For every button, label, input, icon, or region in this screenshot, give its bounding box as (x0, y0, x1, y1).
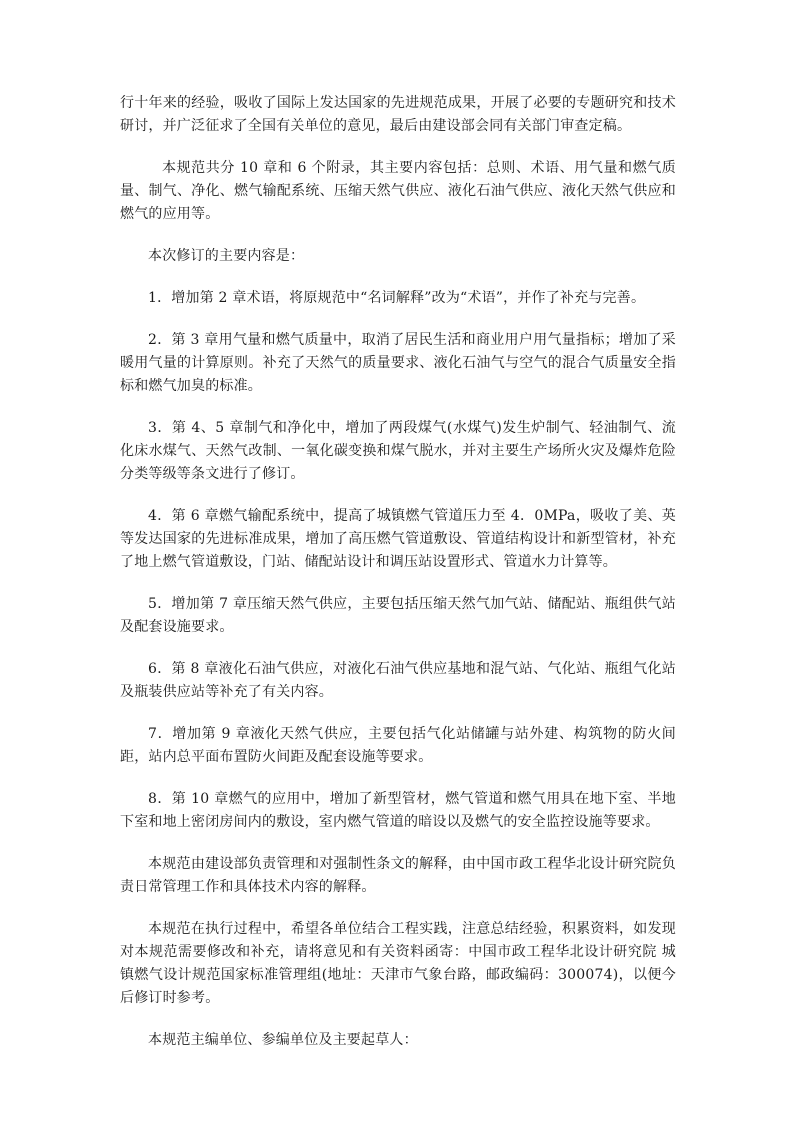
paragraph-feedback: 本规范在执行过程中，希望各单位结合工程实践，注意总结经验，积累资料，如发现对本规范需要修改和补充，请将意见和有关资料函寄：中国市政工程华北设计研究院 城镇燃气设计规范国家标准管理组(地址：天津市气象台路，邮政编码：300074)，以便今后修订时参考。 (120, 921, 676, 1006)
document-body (120, 92, 676, 1071)
paragraph-item-2: 2．第 3 章用气量和燃气质量中，取消了居民生活和商业用户用气量指标；增加了采暖用气量的计算原则。补充了天然气的质量要求、液化石油气与空气的混合气质量安全指标和燃气加臭的标准。 (120, 332, 676, 394)
paragraph-item-3: 3．第 4、5 章制气和净化中，增加了两段煤气(水煤气)发生炉制气、轻油制气、流化床水煤气、天然气改制、一氧化碳变换和煤气脱水，并对主要生产场所火灾及爆炸危险分类等级等条文进行了修订。 (120, 420, 676, 482)
paragraph-item-7: 7．增加第 9 章液化天然气供应，主要包括气化站储罐与站外建、构筑物的防火间距，站内总平面布置防火间距及配套设施等要求。 (120, 726, 676, 765)
paragraph-item-1: 1．增加第 2 章术语，将原规范中“名词解释”改为“术语”，并作了补充与完善。 (148, 290, 646, 306)
paragraph-scope: 本规范共分 10 章和 6 个附录，其主要内容包括：总则、术语、用气量和燃气质量、制气、净化、燃气输配系统、压缩天然气供应、液化石油气供应、液化天然气供应和燃气的应用等。 (120, 160, 676, 222)
paragraph-revision-intro: 本次修订的主要内容是： (148, 248, 305, 264)
paragraph-item-4: 4．第 6 章燃气输配系统中，提高了城镇燃气管道压力至 4．0MPa，吸收了美、英等发达国家的先进标准成果，增加了高压燃气管道敷设、管道结构设计和新型管材，补充了地上燃气管道敷设，门站、储配站设计和调压站设置形式、管道水力计算等。 (120, 508, 676, 570)
paragraph-item-8: 8．第 10 章燃气的应用中，增加了新型管材，燃气管道和燃气用具在地下室、半地下室和地上密闭房间内的敷设，室内燃气管道的暗设以及燃气的安全监控设施等要求。 (120, 791, 676, 830)
paragraph-continuation: 行十年来的经验，吸收了国际上发达国家的先进规范成果，开展了必要的专题研究和技术研讨，并广泛征求了全国有关单位的意见，最后由建设部会同有关部门审查定稿。 (120, 95, 676, 134)
paragraph-item-6: 6．第 8 章液化石油气供应，对液化石油气供应基地和混气站、气化站、瓶组气化站及瓶装供应站等补充了有关内容。 (120, 661, 676, 700)
paragraph-item-5: 5．增加第 7 章压缩天然气供应，主要包括压缩天然气加气站、储配站、瓶组供气站及配套设施要求。 (120, 596, 676, 635)
paragraph-authors-intro: 本规范主编单位、参编单位及主要起草人： (148, 1032, 418, 1048)
paragraph-management: 本规范由建设部负责管理和对强制性条文的解释，由中国市政工程华北设计研究院负责日常管理工作和具体技术内容的解释。 (120, 856, 676, 895)
